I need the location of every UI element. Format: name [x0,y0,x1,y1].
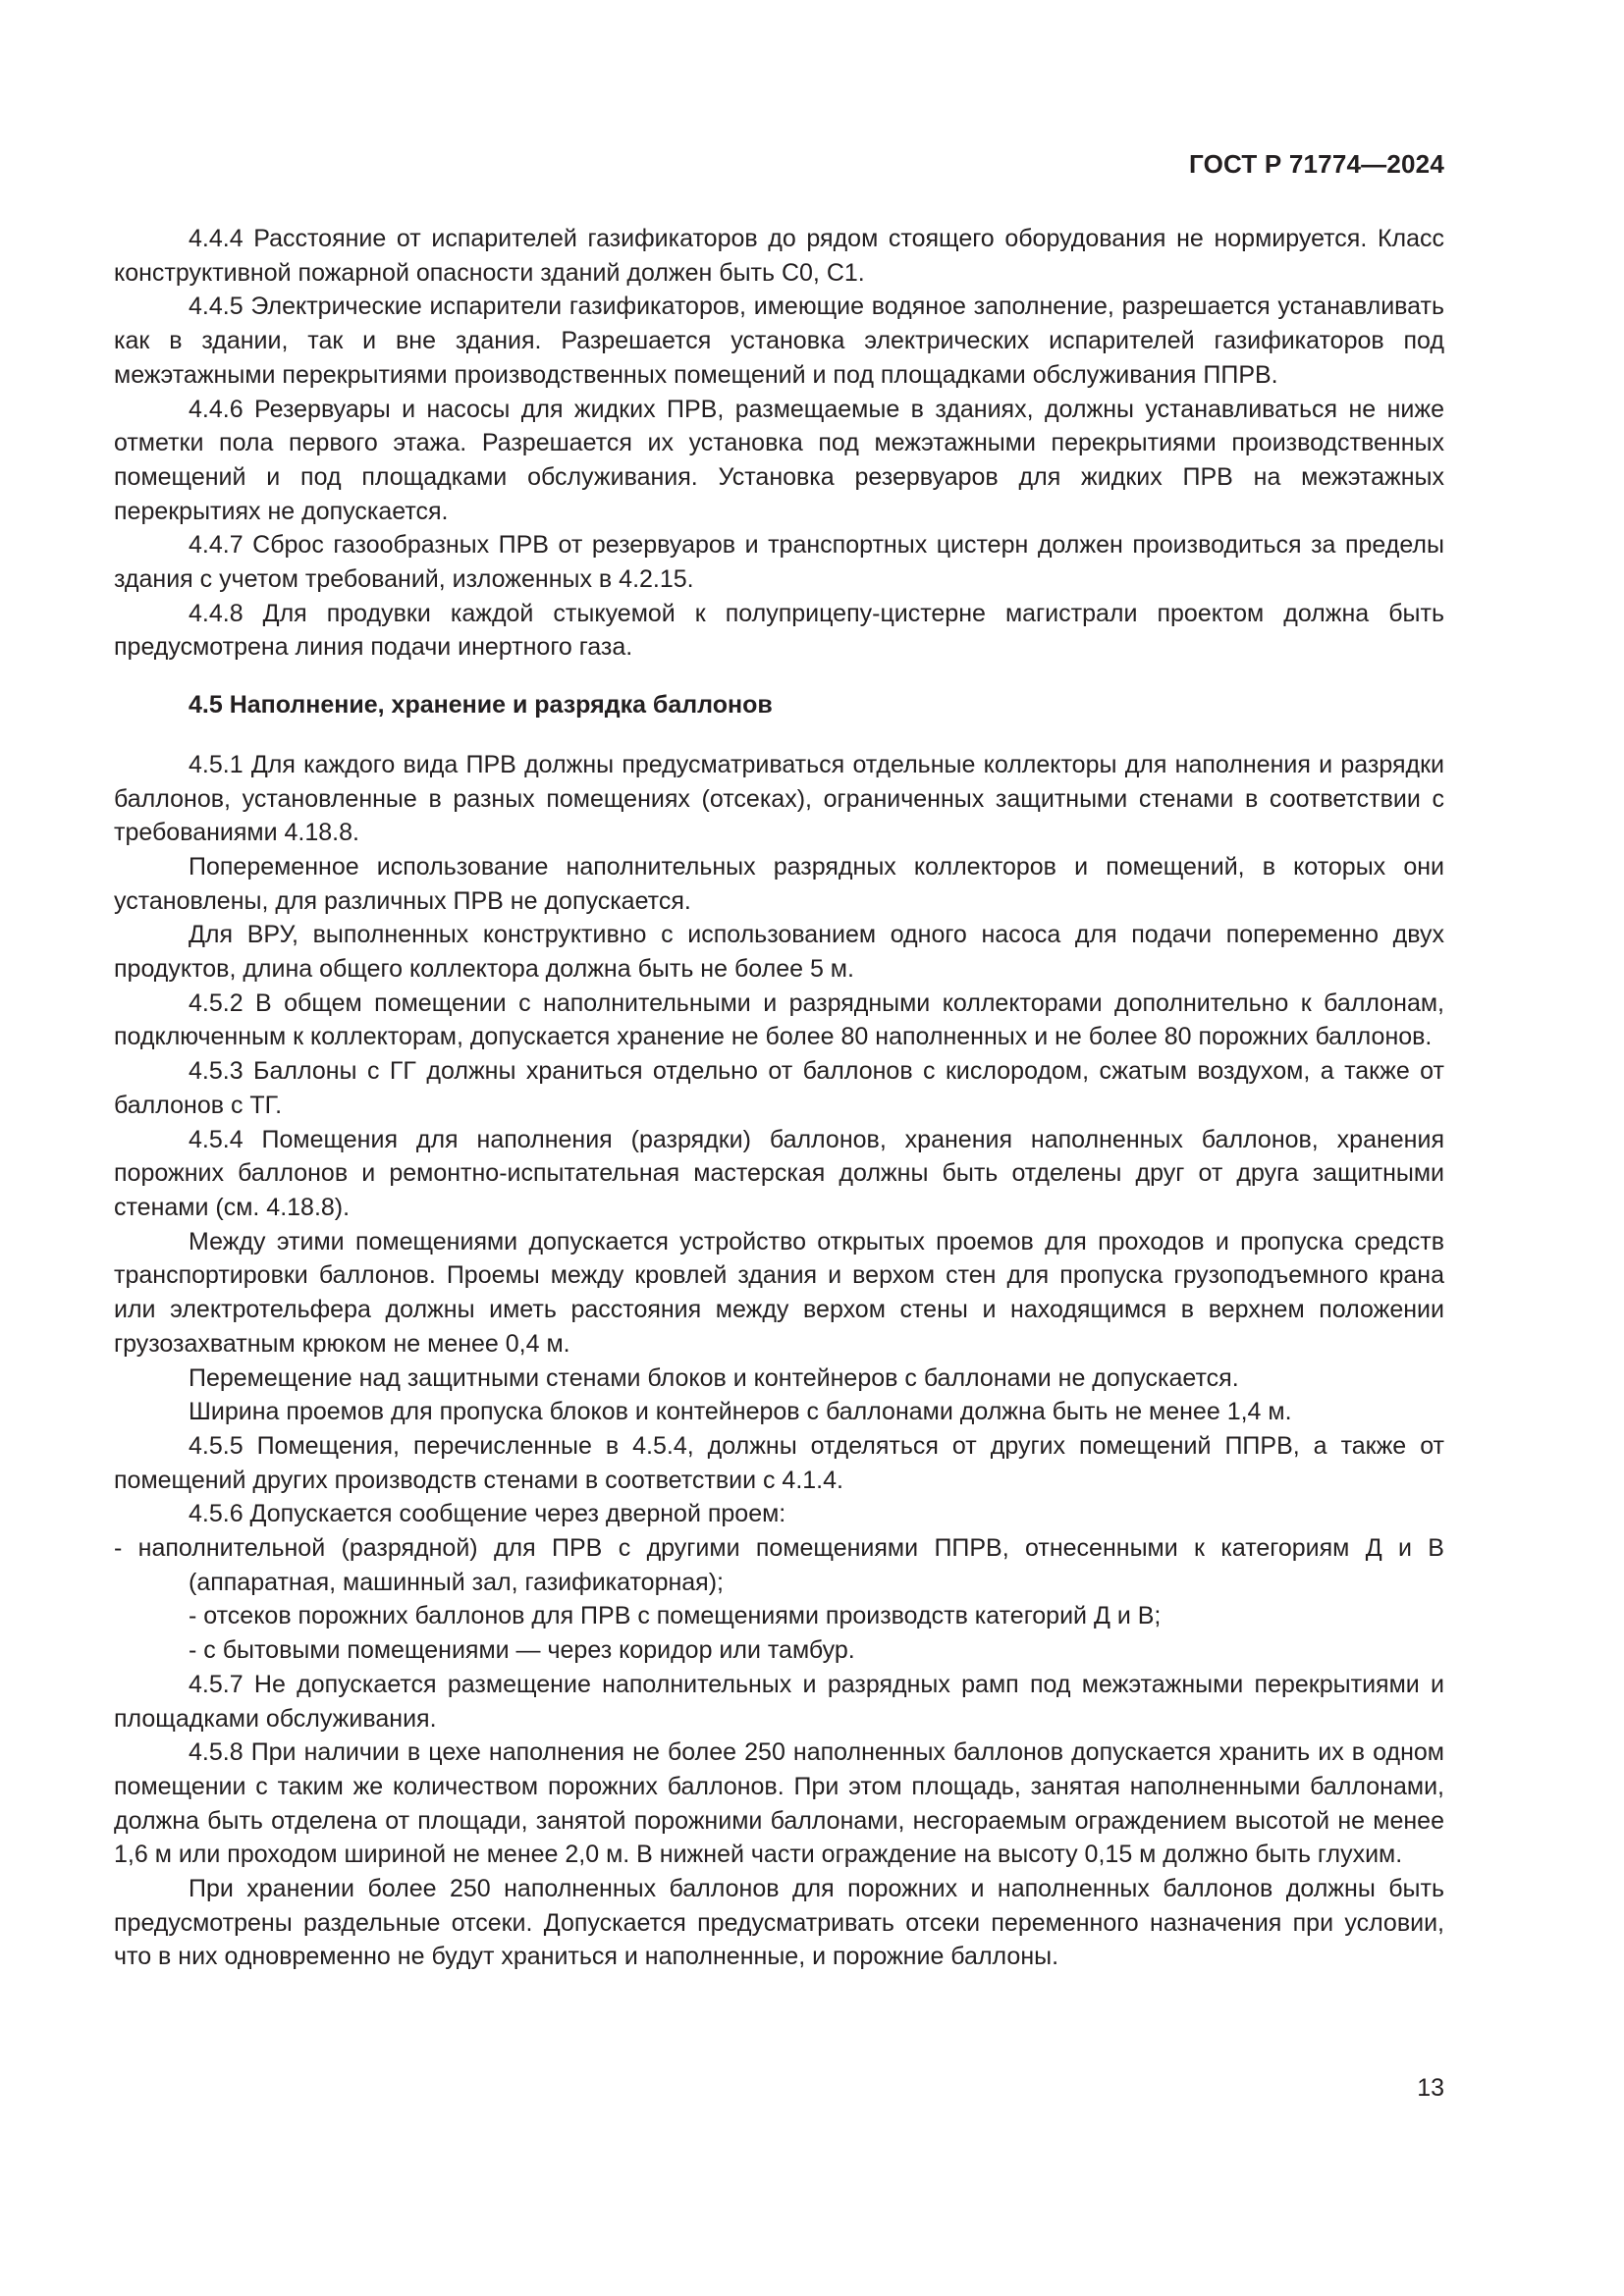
paragraph-4-4-8: 4.4.8 Для продувки каждой стыкуемой к полуприцепу-цистерне магистрали проектом должна быть предусмотрена линия подачи инертного газа. [114,599,1444,662]
paragraph-4-5-1-cont-2: Для ВРУ, выполненных конструктивно с использованием одного насоса для подачи попеременно двух продуктов, длина общего коллектора должна быть не более 5 м. [114,921,1444,984]
paragraph-4-5-6: 4.5.6 Допускается сообщение через дверной проем: [189,1500,786,1528]
list-item: - отсеков порожних баллонов для ПРВ с помещениями производств категорий Д и В; [189,1602,1162,1630]
paragraph-4-5-2: 4.5.2 В общем помещении с наполнительными и разрядными коллекторами дополнительно к баллонам, подключенным к коллекторам, допускается хранение не более 80 наполненных и не более 80 порожних баллонов. [114,988,1444,1051]
paragraph-4-5-4-cont-1: Между этими помещениями допускается устройство открытых проемов для проходов и пропуска средств транспортировки баллонов. Проемы между кровлей здания и верхом стен для пропуска грузоподъемного крана или электротельфера должны иметь расстояния между верхом стены и находящимся в верхнем положении грузозахватным крюком не менее 0,4 м. [114,1227,1444,1358]
paragraph-4-5-8-cont: При хранении более 250 наполненных баллонов для порожних и наполненных баллонов должны быть предусмотрены раздельные отсеки. Допускается предусматривать отсеки переменного назначения при условии, что в них одновременно не будут храниться и наполненные, и порожние баллоны. [114,1875,1444,1971]
paragraph-4-5-7: 4.5.7 Не допускается размещение наполнительных и разрядных рамп под межэтажными перекрытиями и площадками обслуживания. [114,1670,1444,1733]
paragraph-4-5-8: 4.5.8 При наличии в цехе наполнения не более 250 наполненных баллонов допускается хранить их в одном помещении с таким же количеством порожних баллонов. При этом площадь, занятая наполненными баллонами, должна быть отделена от площади, занятой порожними баллонами, несгораемым ограждением высотой не менее 1,6 м или проходом шириной не менее 2,0 м. В нижней части ограждение на высоту 0,15 м должно быть глухим. [114,1738,1444,1869]
paragraph-4-5-1: 4.5.1 Для каждого вида ПРВ должны предусматриваться отдельные коллекторы для наполнения и разрядки баллонов, установленные в разных помещениях (отсеках), ограниченных защитными стенами в соответствии с требованиями 4.18.8. [114,750,1444,847]
paragraph-4-5-4-cont-2: Перемещение над защитными стенами блоков и контейнеров с баллонами не допускается. [189,1363,1239,1392]
paragraph-4-4-7: 4.4.7 Сброс газообразных ПРВ от резервуаров и транспортных цистерн должен производиться за пределы здания с учетом требований, изложенных в 4.2.15. [114,531,1444,594]
paragraph-4-5-4: 4.5.4 Помещения для наполнения (разрядки) баллонов, хранения наполненных баллонов, хранения порожних баллонов и ремонтно-испытательная мастерская должны быть отделены друг от друга защитными стенами (см. 4.18.8). [114,1125,1444,1221]
paragraph-4-4-6: 4.4.6 Резервуары и насосы для жидких ПРВ, размещаемые в зданиях, должны устанавливаться не ниже отметки пола первого этажа. Разрешается их установка под межэтажными перекрытиями производственных помещений и под площадками обслуживания. Установка резервуаров для жидких ПРВ на межэтажных перекрытиях не допускается. [114,395,1444,525]
paragraph-4-5-5: 4.5.5 Помещения, перечисленные в 4.5.4, должны отделяться от других помещений ППРВ, а также от помещений других производств стенами в соответствии с 4.1.4. [114,1431,1444,1494]
section-heading-4-5: 4.5 Наполнение, хранение и разрядка баллонов [189,691,773,720]
page-number: 13 [1417,2074,1444,2102]
list-item: - с бытовыми помещениями — через коридор или тамбур. [189,1636,855,1665]
paragraph-4-5-4-cont-3: Ширина проемов для пропуска блоков и контейнеров с баллонами должна быть не менее 1,4 м. [189,1398,1292,1426]
paragraph-4-4-5: 4.4.5 Электрические испарители газификаторов, имеющие водяное заполнение, разрешается устанавливать как в здании, так и вне здания. Разрешается установка электрических испарителей газификаторов под межэтажными перекрытиями производственных помещений и под площадками обслуживания ППРВ. [114,293,1444,389]
document-body [114,222,1444,1974]
list-item: - наполнительной (разрядной) для ПРВ с другими помещениями ППРВ, отнесенными к категориям Д и В (аппаратная, машинный зал, газификаторная); [114,1534,1444,1596]
paragraph-4-5-3: 4.5.3 Баллоны с ГГ должны храниться отдельно от баллонов с кислородом, сжатым воздухом, а также от баллонов с ТГ. [114,1057,1444,1119]
document-header: ГОСТ Р 71774—2024 [1189,149,1444,179]
paragraph-4-5-1-cont-1: Попеременное использование наполнительных разрядных коллекторов и помещений, в которых они установлены, для различных ПРВ не допускается. [114,852,1444,915]
paragraph-4-4-4: 4.4.4 Расстояние от испарителей газификаторов до рядом стоящего оборудования не нормируется. Класс конструктивной пожарной опасности зданий должен быть С0, С1. [114,225,1444,287]
